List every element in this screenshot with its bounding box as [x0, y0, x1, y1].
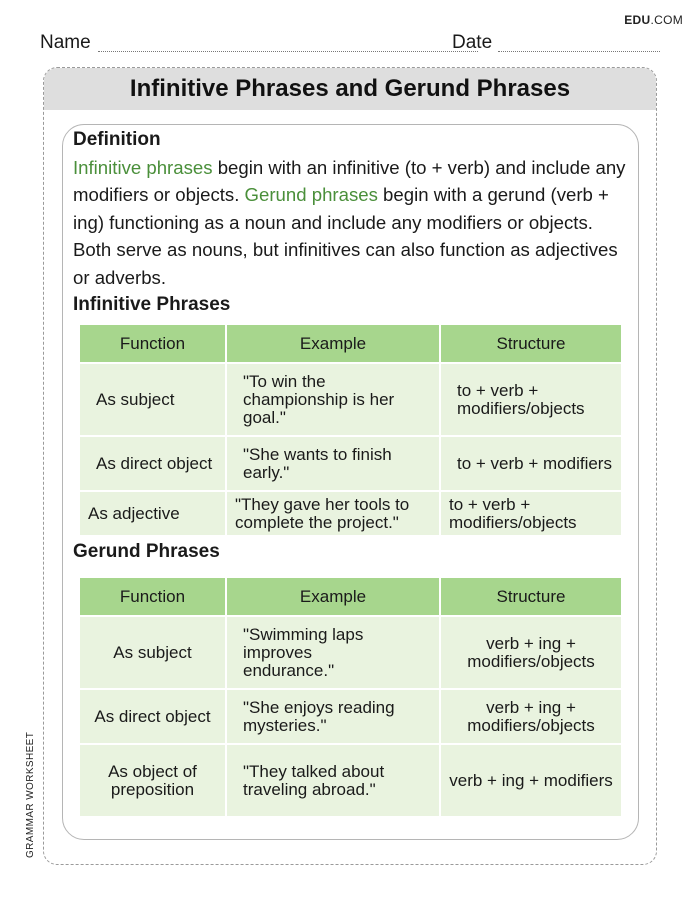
- page-title: Infinitive Phrases and Gerund Phrases: [44, 68, 656, 110]
- column-header: Function: [79, 577, 226, 616]
- function-cell: As subject: [79, 363, 226, 436]
- table-row: [79, 616, 622, 689]
- table-row: [79, 436, 622, 491]
- function-cell: As direct object: [79, 436, 226, 491]
- column-header: Structure: [440, 577, 622, 616]
- date-label: Date: [452, 32, 493, 53]
- structure-cell: to + verb + modifiers/objects: [440, 363, 622, 436]
- structure-cell: to + verb + modifiers/objects: [440, 491, 622, 536]
- function-cell: As adjective: [79, 491, 226, 536]
- structure-cell: to + verb + modifiers: [440, 436, 622, 491]
- infinitive-heading: Infinitive Phrases: [73, 294, 231, 315]
- column-header: Structure: [440, 324, 622, 363]
- table-row: [79, 363, 622, 436]
- table-row: [79, 491, 622, 536]
- brand-logo: EDU.COM: [624, 13, 683, 27]
- name-label: Name: [40, 32, 91, 53]
- function-cell: As object of preposition: [79, 744, 226, 817]
- definition-text: Infinitive phrases begin with an infinitive (to + verb) and include any modifiers or objects. Gerund phrases begin with a gerund (verb + ing) functioning as a noun and include any modifiers or objects. Both serve as nouns, but infinitives can also function as adjectives or adverbs.: [73, 157, 626, 288]
- column-header: Example: [226, 324, 440, 363]
- structure-cell: verb + ing + modifiers/objects: [440, 689, 622, 744]
- structure-cell: verb + ing + modifiers/objects: [440, 616, 622, 689]
- example-cell: "They talked about traveling abroad.": [226, 744, 440, 817]
- structure-cell: verb + ing + modifiers: [440, 744, 622, 817]
- example-cell: "They gave her tools to complete the project.": [226, 491, 440, 536]
- table-row: [79, 689, 622, 744]
- term-infinitive: Infinitive phrases: [73, 157, 213, 178]
- side-label: GRAMMAR WORKSHEET: [25, 731, 36, 858]
- table-header-row: [79, 324, 622, 363]
- example-cell: "To win the championship is her goal.": [226, 363, 440, 436]
- infinitive-table: [78, 323, 623, 537]
- table-row: [79, 744, 622, 817]
- gerund-heading: Gerund Phrases: [73, 541, 220, 562]
- name-field[interactable]: [98, 51, 478, 52]
- term-gerund: Gerund phrases: [244, 184, 378, 206]
- function-cell: As direct object: [79, 689, 226, 744]
- gerund-table: [78, 576, 623, 818]
- date-field[interactable]: [498, 51, 660, 52]
- function-cell: As subject: [79, 616, 226, 689]
- name-date-row: [40, 32, 660, 54]
- table-header-row: [79, 577, 622, 616]
- definition-heading: Definition: [73, 129, 161, 150]
- example-cell: "She enjoys reading mysteries.": [226, 689, 440, 744]
- column-header: Function: [79, 324, 226, 363]
- example-cell: "Swimming laps improves endurance.": [226, 616, 440, 689]
- example-cell: "She wants to finish early.": [226, 436, 440, 491]
- column-header: Example: [226, 577, 440, 616]
